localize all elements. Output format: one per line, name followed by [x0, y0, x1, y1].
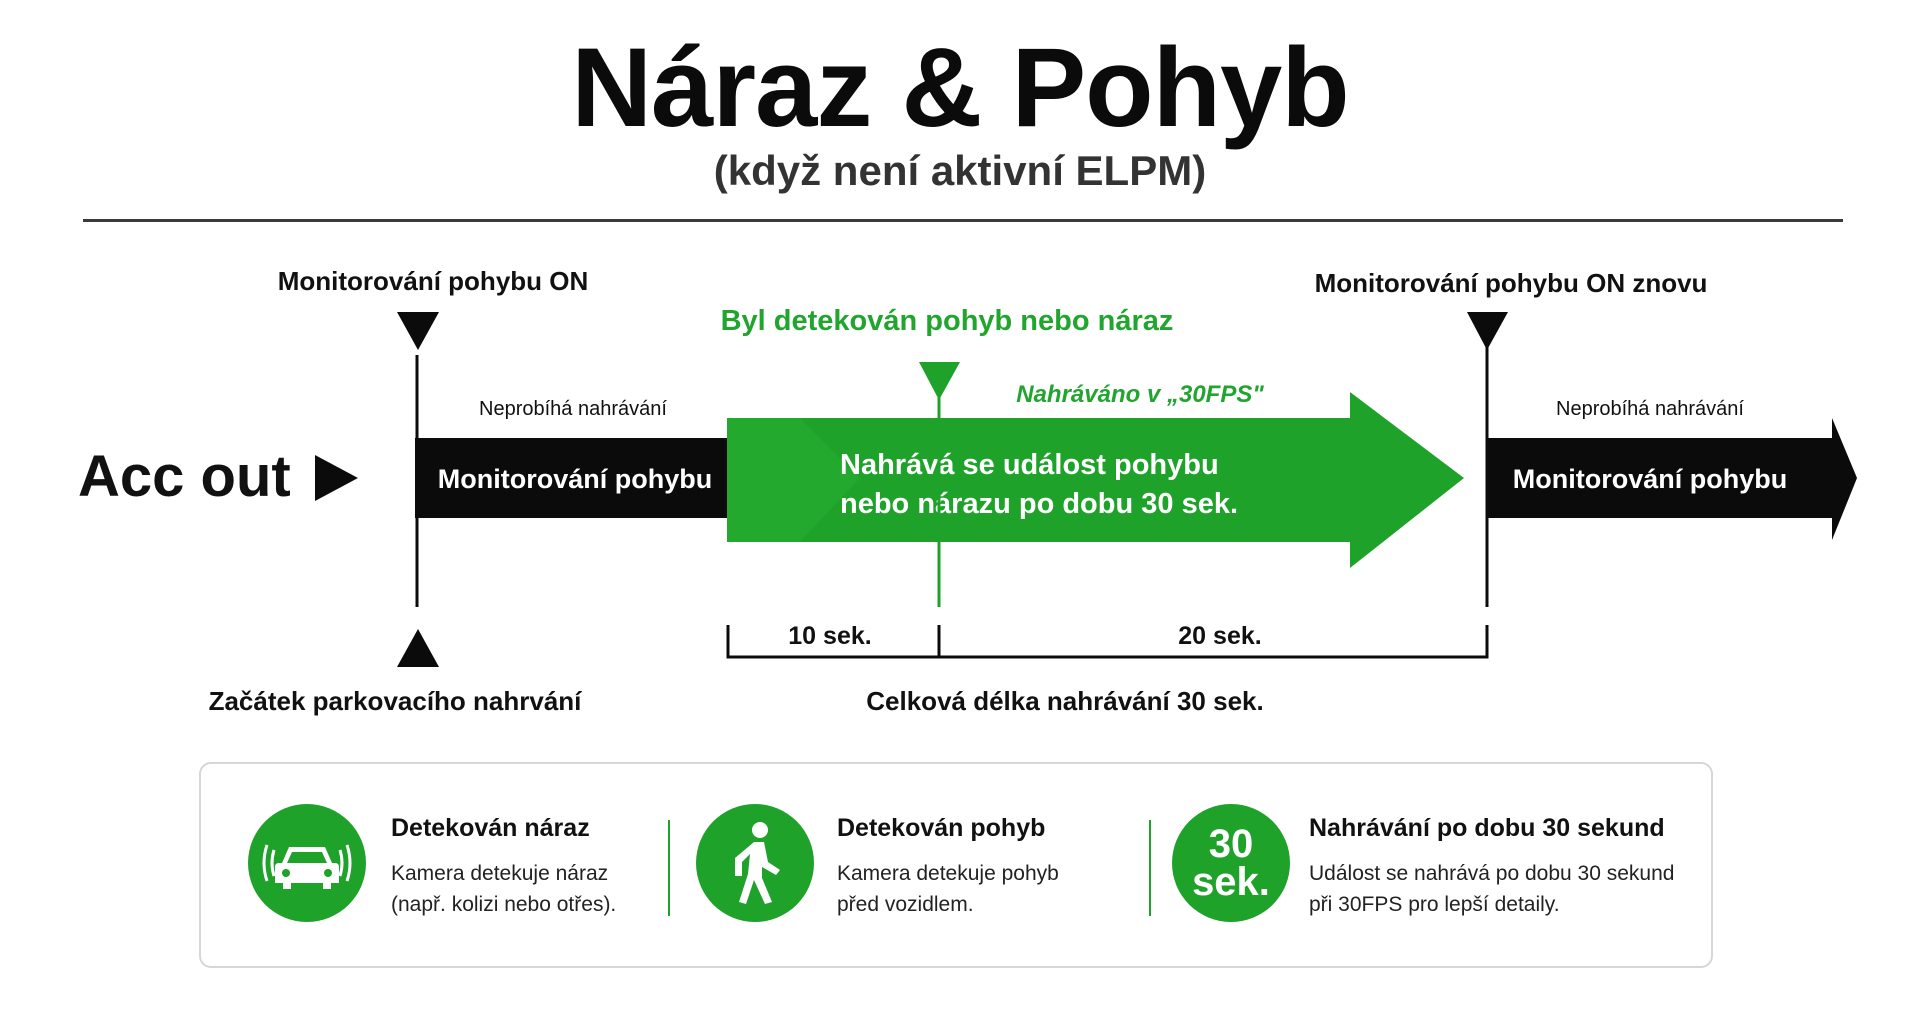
legend-desc-impact-line1: Kamera detekuje náraz — [391, 862, 609, 885]
walking-person-icon — [696, 804, 814, 922]
monitor-on-again-label: Monitorování pohybu ON znovu — [1314, 268, 1708, 298]
event-text-line1: Nahrává se událost pohybu — [840, 449, 1219, 481]
parking-start-label: Začátek parkovacího nahrvání — [208, 686, 582, 716]
page-title: Náraz & Pohyb — [571, 25, 1349, 150]
legend-item-duration — [1151, 764, 1711, 966]
legend-item-motion — [671, 764, 1141, 966]
legend-divider-1 — [668, 820, 670, 916]
detected-label: Byl detekován pohyb nebo náraz — [720, 305, 1174, 337]
total-length-label: Celková délka nahrávání 30 sek. — [866, 686, 1264, 716]
acc-out-arrow-icon — [315, 455, 358, 501]
30-sec-icon — [1172, 804, 1290, 922]
monitor-on-label: Monitorování pohybu ON — [277, 266, 589, 296]
legend-desc-impact — [391, 858, 616, 920]
legend-desc-motion-line1: Kamera detekuje pohyb — [837, 862, 1059, 885]
legend-desc-motion — [837, 858, 1059, 920]
monitor-on-again-triangle-icon — [1467, 312, 1508, 350]
30-sec-icon-number: 30 — [1208, 822, 1254, 866]
legend-desc-duration-line1: Událost se nahrává po dobu 30 sekund — [1309, 862, 1675, 885]
seg-after-label: 20 sek. — [1178, 622, 1262, 650]
legend-panel — [199, 762, 1713, 968]
detect-triangle-icon — [919, 362, 960, 400]
no-recording-right-label: Neprobíhá nahrávání — [1556, 398, 1744, 420]
event-text-line2: nebo nárazu po dobu 30 sek. — [840, 488, 1239, 520]
recorded-fps-label: Nahráváno v „30FPS" — [1016, 381, 1264, 408]
parking-start-triangle-icon — [397, 629, 439, 667]
no-recording-left-label: Neprobíhá nahrávání — [479, 398, 667, 420]
monitoring-label-right: Monitorování pohybu — [1512, 464, 1788, 494]
page-subtitle: (když není aktivní ELPM) — [713, 147, 1207, 194]
legend-desc-duration-line2: při 30FPS pro lepší detaily. — [1309, 893, 1560, 916]
seg-before-label: 10 sek. — [788, 622, 872, 650]
monitor-on-triangle-icon — [397, 312, 439, 350]
legend-item-impact — [201, 764, 671, 966]
legend-desc-impact-line2: (např. kolizi nebo otřes). — [391, 893, 617, 916]
legend-desc-duration — [1309, 858, 1674, 920]
acc-out-label: Acc out — [78, 444, 291, 509]
30-sec-icon-unit: sek. — [1192, 860, 1270, 904]
legend-title-motion: Detekován pohyb — [837, 814, 1046, 842]
legend-title-duration: Nahrávání po dobu 30 sekund — [1309, 814, 1665, 842]
car-impact-icon — [248, 804, 366, 922]
legend-desc-motion-line2: před vozidlem. — [837, 893, 974, 916]
monitoring-label-left: Monitorování pohybu — [437, 464, 713, 494]
legend-title-impact: Detekován náraz — [391, 814, 590, 842]
